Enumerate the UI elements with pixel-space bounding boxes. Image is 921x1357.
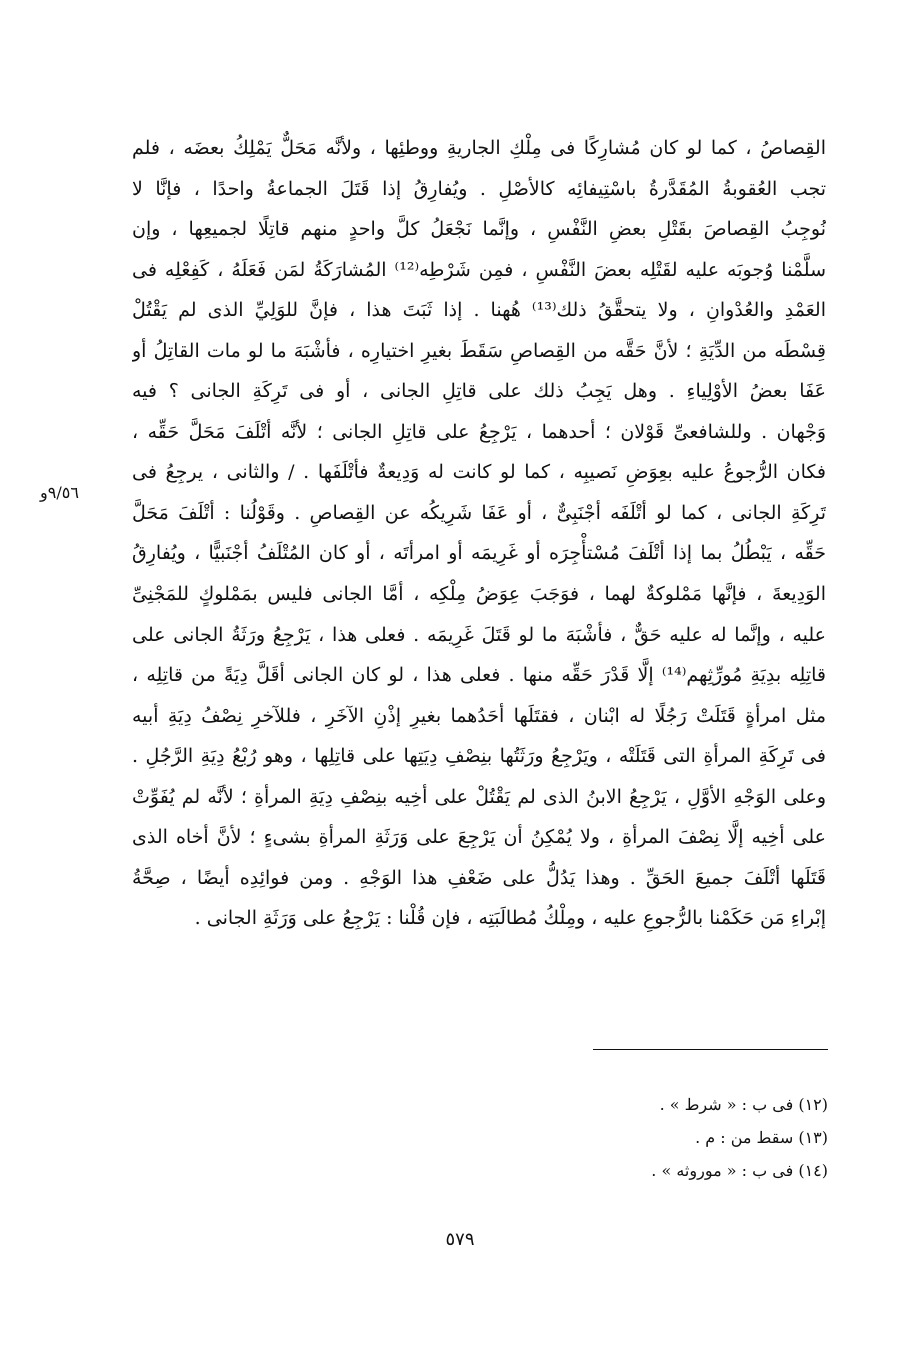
text-line: نُوجِبُ القِصاصَ بقَتْلِ بعضِ النَّفْسِ ، وإنَّما نَجْعَلُ كلَّ واحدٍ منهم قاتِلًا لجميعِها ، وإن — [132, 218, 826, 241]
text-line: عليه ، وإنَّما له عليه حَقٌّ ، فأشْبَهَ ما لو قَتَلَ غَرِيمَه . فعلى هذا ، يَرْجِعُ ورَثَةُ الجانى على — [132, 623, 826, 646]
text-line: وَجْهان . وللشافعىِّ قَوْلان ؛ أحدهما ، يَرْجِعُ على قاتِلِ الجانى ؛ لأنَّه أتْلَفَ مَحَلَّ حَقِّه ، — [132, 420, 826, 443]
text-line: تجب العُقوبةُ المُقَدَّرةُ باسْتِيفائِه كالأصْلِ . ويُفارِقُ إذا قَتَلَ الجماعةُ واحدًا ، فإنَّا لا — [132, 177, 826, 200]
text-line: وعلى الوَجْهِ الأوَّلِ ، يَرْجِعُ الابنُ الذى لم يَقْتُلْ على أخِيه بنِصْفِ دِيَةِ المرأةِ ؛ لأنَّه لم يُفَوِّتْ — [132, 785, 826, 808]
text-line: القِصاصُ ، كما لو كان مُشارِكًا فى مِلْكِ الجاريةِ ووطئِها ، ولأنَّه مَحَلٌّ يَمْلِكُ بعضَه ، فلم — [132, 137, 826, 159]
manuscript-folio-note: ٩/٥٦و — [40, 483, 79, 502]
text-line: قِسْطَه من الدِّيَةِ ؛ لأنَّ حَقَّه من القِصاصِ سَقَطَ بغيرِ اختيارِه ، فأشْبَهَ ما لو مات القاتِلُ أو — [132, 339, 826, 362]
text-line: على أخِيه إلَّا نِصْفَ المرأةِ ، ولا يُمْكِنُ أن يَرْجِعَ على وَرَثَةِ المرأةِ بشىءٍ ؛ لأنَّ أخاه الذى — [132, 826, 826, 849]
footnote-item: (١٢) فى ب : « شرط » . — [659, 1095, 828, 1114]
text-line: الوَدِيعةَ ، فإنَّها مَمْلوكةٌ لهما ، فوَجَبَ عِوَضُ مِلْكِه ، أمَّا الجانى فليس بمَمْلوكٍ للمَجْنِىِّ — [132, 583, 826, 606]
footnote-item: (١٣) سقط من : م . — [695, 1128, 828, 1147]
text-line: حَقِّه ، يَبْطُلُ بما إذا أتْلَفَ مُسْتأْجِرَه أو غَرِيمَه أو امرأتَه ، أو كان المُتْلَفُ أجْنَبيًّا ، ويُفارِقُ — [132, 542, 826, 565]
text-line: مثل امرأةٍ قَتَلَتْ رَجُلًا له ابْنان ، فقتَلَها أحَدُهما بغيرِ إذْنِ الآخَرِ ، فللآخرِ نِصْفُ دِيَةِ أبيه — [132, 704, 826, 727]
footnote-separator — [593, 1049, 828, 1050]
footnote-item: (١٤) فى ب : « موروثه » . — [651, 1161, 828, 1180]
text-line: قاتِلِه بدِيَةِ مُورِّثِهم⁽¹⁴⁾ إلَّا قَدْرَ حَقِّه منها . فعلى هذا ، لو كان الجانى أقَلَّ دِيَةً من قاتِلِه ، — [132, 664, 826, 687]
text-line: إبْراءِ مَن حَكَمْنا بالرُّجوعِ عليه ، ومِلْكُ مُطالَبَتِه ، فإن قُلْنا : يَرْجِعُ على وَرَثَةِ الجانى . — [194, 907, 826, 930]
text-line: عَفَا بعضُ الأوْلِياءِ . وهل يَجِبُ ذلك على قاتِلِ الجانى ، أو فى تَرِكَةِ الجانى ؟ فيه — [132, 380, 826, 403]
text-line: فى تَرِكَةِ المرأةِ التى قَتَلَتْه ، ويَرْجِعُ ورَثَتُها بنِصْفِ دِيَتِها على قاتِلِها ، وهو رُبْعُ دِيَةِ الرَّجُلِ . — [132, 745, 826, 768]
main-text — [132, 128, 826, 939]
footnotes — [460, 1088, 828, 1187]
text-line: سلَّمْنا وُجوبَه عليه لقَتْلِه بعضَ النَّفْسِ ، فمِن شَرْطِه⁽¹²⁾ المُشارَكَةُ لمَن فَعَلَهُ ، كَفِعْلِه فى — [132, 258, 826, 281]
text-line: تَرِكَةِ الجانى ، كما لو أتْلَفَه أجْنَبِىٌّ ، أو عَفَا شَرِيكُه عن القِصاصِ . وقَوْلُنا : أتْلَفَ مَحَلَّ — [132, 501, 826, 524]
text-line: فكان الرُّجوعُ عليه بعِوَضِ نَصيبِه ، كما لو كانت له وَدِيعةٌ فأتْلَفَها . / والثانى ، يرجِعُ فى — [132, 461, 826, 484]
text-line: العَمْدِ والعُدْوانِ ، ولا يتحقَّقُ ذلك⁽¹³⁾ هُهنا . إذا ثَبَتَ هذا ، فإنَّ للوَلِيِّ الذى لم يَقْتُلْ — [132, 299, 826, 322]
text-line: قَتَلَها أتْلَفَ جميعَ الحَقِّ . وهذا يَدُلُّ على ضَعْفِ هذا الوَجْهِ . ومن فوائِدِه أيضًا ، صِحَّةُ — [132, 866, 826, 889]
page-number: ٥٧٩ — [445, 1229, 475, 1250]
